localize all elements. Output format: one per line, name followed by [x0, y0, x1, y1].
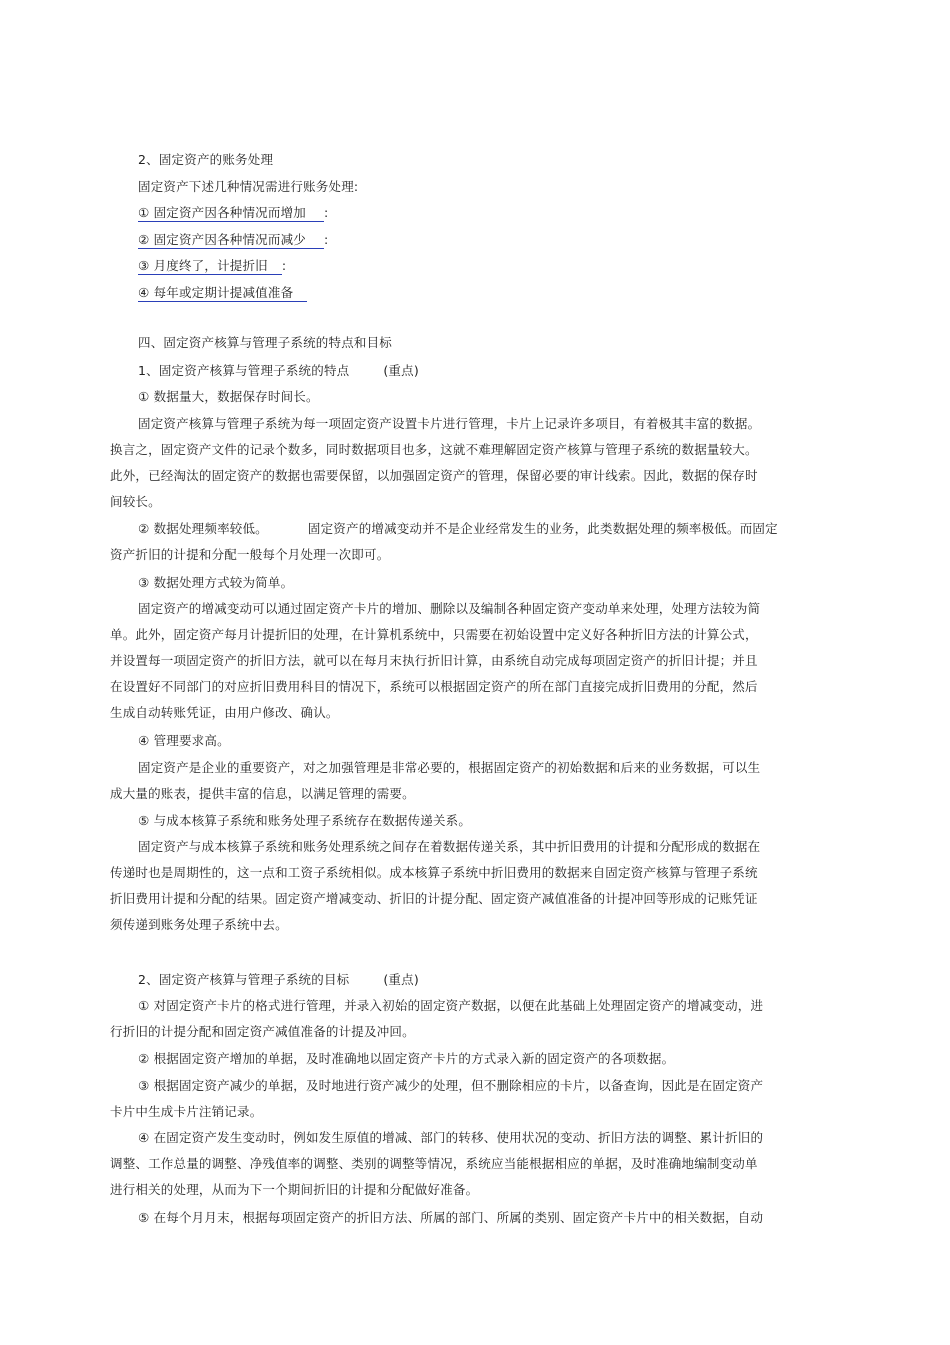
paragraph-line: ② 根据固定资产增加的单据，及时准确地以固定资产卡片的方式录入新的固定资产的各项数据。 — [138, 1051, 675, 1066]
paragraph-line: 须传递到账务处理子系统中去。 — [110, 917, 288, 932]
underlined-text: ④ 每年或定期计提减值准备 — [138, 285, 307, 302]
point-heading: ⑤ 与成本核算子系统和账务处理子系统存在数据传递关系。 — [138, 813, 472, 828]
list-item-suffix: : — [323, 205, 329, 220]
paragraph-line: 间较长。 — [110, 494, 161, 509]
list-item — [138, 258, 286, 274]
point-heading: ③ 数据处理方式较为简单。 — [138, 575, 294, 590]
paragraph-line: 并设置每一项固定资产的折旧方法，就可以在每月末执行折旧计算，由系统自动完成每项固定资产的折旧计提；并且 — [110, 653, 758, 668]
subsection-heading — [138, 363, 419, 379]
point-heading — [138, 521, 778, 537]
paragraph-line: ① 对固定资产卡片的格式进行管理，并录入初始的固定资产数据，以便在此基础上处理固定资产的增减变动，进 — [138, 998, 764, 1013]
point-heading: ④ 管理要求高。 — [138, 733, 230, 748]
list-item — [138, 285, 307, 301]
list-item — [138, 205, 328, 221]
underlined-text: ② 固定资产因各种情况而减少 — [138, 232, 324, 249]
paragraph-line: 固定资产是企业的重要资产，对之加强管理是非常必要的，根据固定资产的初始数据和后来的业务数据，可以生 — [138, 760, 761, 775]
paragraph-line: ③ 根据固定资产减少的单据，及时地进行资产减少的处理，但不删除相应的卡片，以备查询，因此是在固定资产 — [138, 1078, 764, 1093]
point-title: ② 数据处理频率较低。 — [138, 521, 268, 536]
subsection-title: 1、固定资产核算与管理子系统的特点 — [138, 363, 350, 378]
paragraph-line: 调整、工作总量的调整、净残值率的调整、类别的调整等情况，系统应当能根据相应的单据，及时准确地编制变动单 — [110, 1156, 758, 1171]
paragraph-line: 进行相关的处理，从而为下一个期间折旧的计提和分配做好准备。 — [110, 1182, 479, 1197]
subsection-heading — [138, 972, 419, 988]
section-heading: 四、固定资产核算与管理子系统的特点和目标 — [138, 335, 393, 350]
section-heading: 2、固定资产的账务处理 — [138, 152, 274, 167]
subsection-title: 2、固定资产核算与管理子系统的目标 — [138, 972, 350, 987]
paragraph-line: 此外，已经淘汰的固定资产的数据也需要保留，以加强固定资产的管理，保留必要的审计线索。因此，数据的保存时 — [110, 468, 758, 483]
paragraph-text: 固定资产的增减变动并不是企业经常发生的业务，此类数据处理的频率极低。而固定 — [307, 521, 778, 536]
paragraph-line: 固定资产的增减变动可以通过固定资产卡片的增加、删除以及编制各种固定资产变动单来处理，处理方法较为简 — [138, 601, 761, 616]
point-heading: ① 数据量大，数据保存时间长。 — [138, 389, 319, 404]
list-item — [138, 232, 328, 248]
paragraph-line: ⑤ 在每个月月末，根据每项固定资产的折旧方法、所属的部门、所属的类别、固定资产卡片中的相关数据，自动 — [138, 1210, 764, 1225]
underlined-text: ③ 月度终了，计提折旧 — [138, 258, 282, 275]
paragraph-line: 固定资产核算与管理子系统为每一项固定资产设置卡片进行管理，卡片上记录许多项目，有着极其丰富的数据。 — [138, 416, 761, 431]
underlined-text: ① 固定资产因各种情况而增加 — [138, 205, 324, 222]
paragraph-line: 固定资产下述几种情况需进行账务处理: — [138, 179, 359, 194]
paragraph-line: 传递时也是周期性的，这一点和工资子系统相似。成本核算子系统中折旧费用的数据来自固定资产核算与管理子系统 — [110, 865, 758, 880]
paragraph-line: 换言之，固定资产文件的记录个数多，同时数据项目也多，这就不难理解固定资产核算与管理子系统的数据量较大。 — [110, 442, 758, 457]
emphasis-tag: (重点) — [383, 363, 419, 378]
paragraph-line: 固定资产与成本核算子系统和账务处理系统之间存在着数据传递关系，其中折旧费用的计提和分配形成的数据在 — [138, 839, 761, 854]
list-item-suffix: : — [281, 258, 287, 273]
paragraph-line: 折旧费用计提和分配的结果。固定资产增减变动、折旧的计提分配、固定资产减值准备的计提冲回等形成的记账凭证 — [110, 891, 758, 906]
paragraph-line: 在设置好不同部门的对应折旧费用科目的情况下，系统可以根据固定资产的所在部门直接完成折旧费用的分配，然后 — [110, 679, 758, 694]
paragraph-line: 成大量的账表，提供丰富的信息，以满足管理的需要。 — [110, 786, 415, 801]
paragraph-line: 单。此外，固定资产每月计提折旧的处理，在计算机系统中，只需要在初始设置中定义好各种折旧方法的计算公式， — [110, 627, 758, 642]
emphasis-tag: (重点) — [383, 972, 419, 987]
list-item-suffix: : — [323, 232, 329, 247]
paragraph-line: 卡片中生成卡片注销记录。 — [110, 1104, 263, 1119]
paragraph-line: 行折旧的计提分配和固定资产减值准备的计提及冲回。 — [110, 1024, 415, 1039]
paragraph-line: ④ 在固定资产发生变动时，例如发生原值的增减、部门的转移、使用状况的变动、折旧方法的调整、累计折旧的 — [138, 1130, 764, 1145]
paragraph-line: 资产折旧的计提和分配一般每个月处理一次即可。 — [110, 547, 390, 562]
paragraph-line: 生成自动转账凭证，由用户修改、确认。 — [110, 705, 339, 720]
